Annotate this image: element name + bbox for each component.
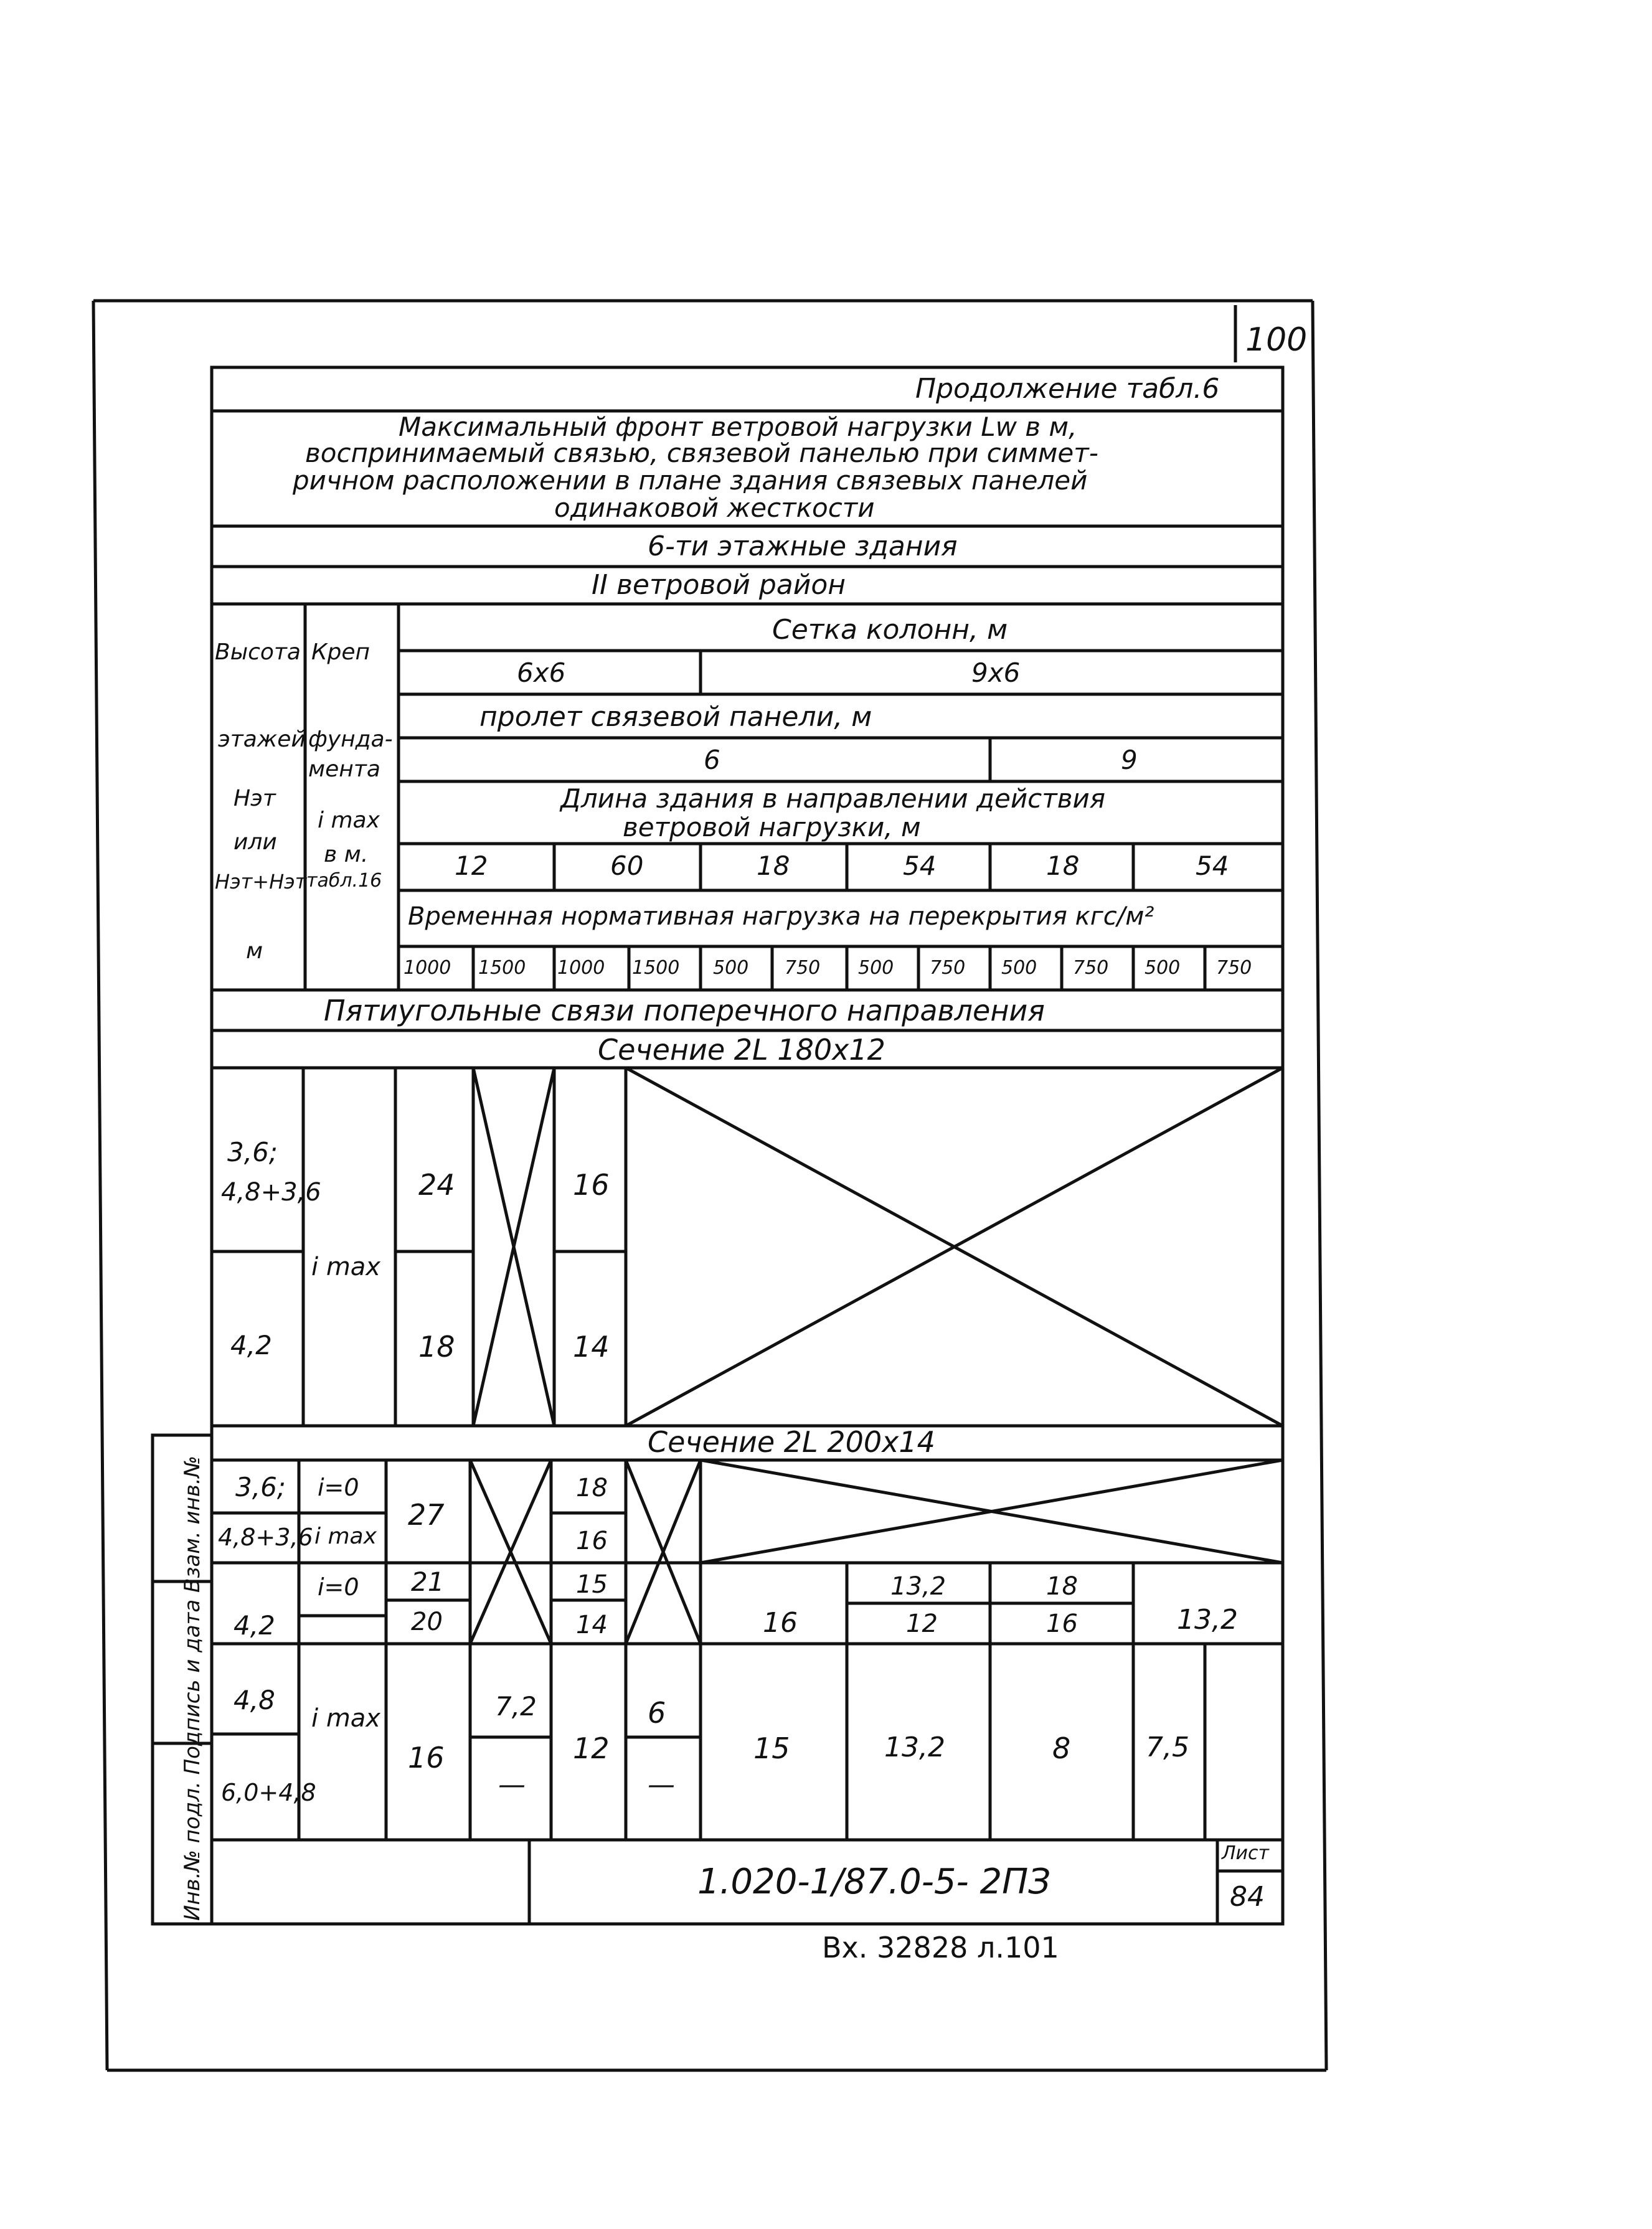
fastening-label-2: фунда- [308,727,393,752]
s2-dash1: — [498,1769,526,1801]
grid-6x6: 6х6 [517,657,566,688]
s1-r1-v1: 24 [418,1168,455,1202]
span-6: 6 [704,745,720,775]
load-label: Временная нормативная нагрузка на перекрытия кгс/м² [408,902,1154,931]
s2-v16b: 16 [408,1741,445,1774]
s1-height-2: 4,2 [230,1330,272,1360]
s2-r2c5: 16 [763,1607,798,1639]
s2-dash2: — [648,1769,675,1801]
span-9: 9 [1121,745,1138,775]
fastening-label-1: Креп [311,639,371,665]
s2-r3c8: 7,5 [1146,1732,1189,1763]
load-500d: 500 [1145,957,1181,979]
height-label-5: Нэт+Нэт [215,870,307,893]
fastening-label-4: i max [318,808,380,833]
title-line-3: ричном расположении в плане здания связевых панелей [293,465,1088,496]
length-18a: 18 [757,851,790,881]
fastening-label-6: табл.16 [306,870,382,892]
load-750d: 750 [1216,957,1252,979]
s2-v27: 27 [408,1498,445,1532]
height-label-2: этажей [218,727,306,752]
height-label-1: Высота [215,639,301,665]
load-750c: 750 [1073,957,1109,979]
length-12: 12 [455,851,488,881]
load-1000a: 1000 [404,957,451,979]
s2-v20: 20 [411,1608,443,1636]
load-1500a: 1500 [478,957,526,979]
s2-v6: 6 [648,1696,666,1730]
title-line-4: одинаковой жесткости [554,492,875,523]
s2-v14: 14 [576,1611,608,1639]
section2-title: Сечение 2L 200х14 [648,1425,935,1459]
title-line-2: воспринимаемый связью, связевой панелью при симмет- [305,438,1098,468]
load-1500b: 1500 [632,957,680,979]
s1-r1-v3: 16 [573,1168,610,1202]
load-500a: 500 [713,957,749,979]
length-54a: 54 [903,851,937,881]
side-stamp: Инв.№ подл. Подпись и дата Взам. инв.№ [180,1455,205,1921]
grid-label: Сетка колонн, м [772,614,1008,646]
load-750b: 750 [930,957,966,979]
s2-v21: 21 [411,1567,445,1597]
continuation-label: Продолжение табл.6 [915,373,1220,405]
s2-r3c6: 13,2 [884,1732,945,1763]
wind-region: II ветровой район [592,569,846,601]
length-60: 60 [610,851,644,881]
fastening-label-3: мента [308,756,380,782]
s2-i0-b: i=0 [318,1573,359,1601]
s2-v16: 16 [576,1527,608,1555]
load-500c: 500 [1001,957,1037,979]
s1-r2-v3: 14 [573,1330,610,1364]
s2-height-1b: 4,8+3,6 [218,1524,313,1551]
s2-v15: 15 [576,1570,608,1599]
height-label-3: Нэт [234,786,276,811]
grid-9x6: 9х6 [971,657,1021,688]
s2-i0-a: i=0 [318,1474,359,1501]
load-750a: 750 [785,957,821,979]
section1-title: Сечение 2L 180х12 [598,1033,885,1067]
s2-height-3: 4,8 [234,1685,275,1715]
load-500b: 500 [858,957,894,979]
sheet-label: Лист [1222,1842,1270,1864]
s2-imax-a: i max [314,1524,377,1549]
building-type: 6-ти этажные здания [648,530,958,562]
span-label: пролет связевой панели, м [479,701,872,733]
s2-r3c5: 15 [753,1732,790,1765]
length-54b: 54 [1196,851,1229,881]
s2-height-1a: 3,6; [235,1472,286,1502]
load-1000b: 1000 [557,957,605,979]
height-label-6: м [246,938,263,964]
footer-note: Вх. 32828 л.101 [822,1931,1059,1964]
length-label-1: Длина здания в направлении действия [560,783,1106,814]
length-18b: 18 [1046,851,1080,881]
length-label-2: ветровой нагрузки, м [623,812,921,842]
s2-r3c7: 8 [1052,1732,1071,1765]
s2-r2c7-top: 18 [1046,1572,1078,1601]
s2-v72: 7,2 [495,1691,537,1722]
s2-v12: 12 [573,1732,610,1765]
s2-v18: 18 [576,1474,608,1502]
braces-title: Пятиугольные связи поперечного направления [324,994,1045,1027]
s2-r2c6-bot: 12 [906,1609,938,1638]
s2-r2c8: 13,2 [1177,1604,1238,1636]
document-code: 1.020-1/87.0-5- 2ПЗ [697,1862,1051,1902]
s1-height-1b: 4,8+3,6 [221,1178,321,1207]
s2-r2c6-top: 13,2 [890,1572,946,1601]
s2-height-2: 4,2 [234,1610,275,1641]
title-line-1: Максимальный фронт ветровой нагрузки Lw в м, [399,412,1077,442]
s2-imax-b: i max [311,1704,380,1733]
height-label-4: или [234,829,277,855]
sheet-number: 100 [1245,321,1308,359]
s2-r2c7-bot: 16 [1046,1609,1078,1638]
s1-r2-v1: 18 [418,1330,455,1364]
s2-height-4: 6,0+4,8 [221,1779,316,1806]
fastening-label-5: в м. [324,842,369,867]
s1-imax: i max [311,1253,380,1281]
sheet-value: 84 [1230,1881,1265,1913]
s1-height-1a: 3,6; [227,1137,278,1167]
